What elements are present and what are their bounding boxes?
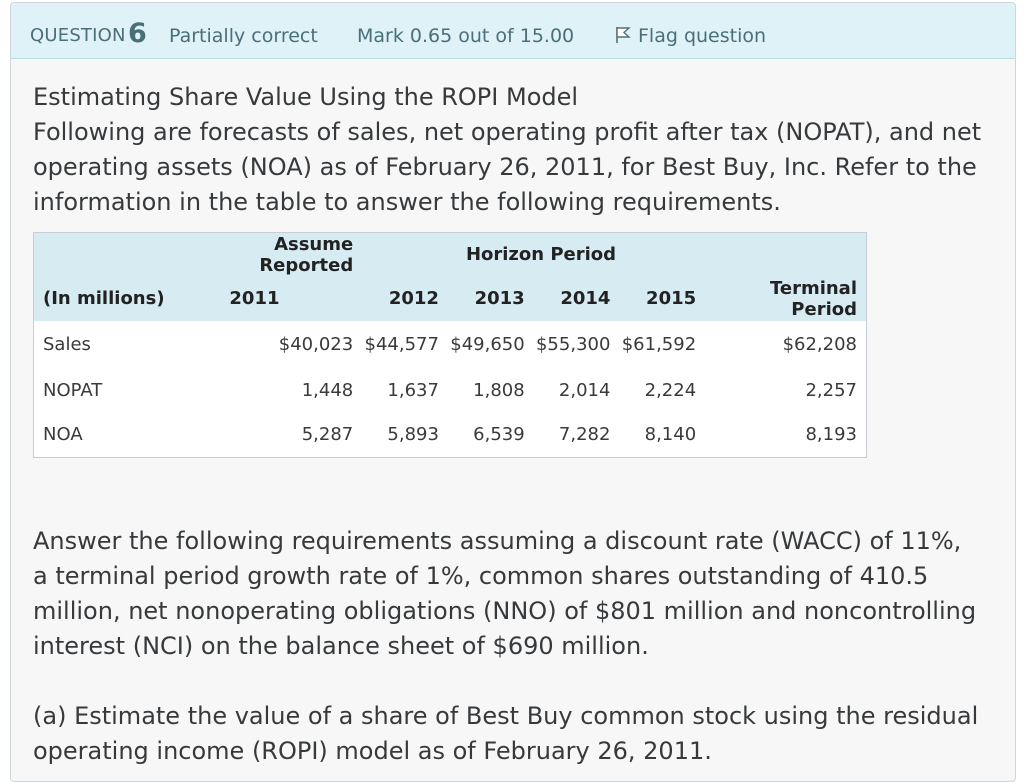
- table-cell: 5,287: [177, 413, 356, 458]
- question-label: QUESTION: [30, 25, 126, 46]
- table-cell: 5,893: [356, 413, 442, 458]
- column-header: Terminal Period: [769, 277, 857, 320]
- column-header: 2013: [474, 288, 525, 309]
- flag-icon: [614, 26, 632, 44]
- table-cell: $44,577: [356, 321, 442, 368]
- table-cell: 8,193: [699, 413, 866, 458]
- table-row: [34, 413, 867, 458]
- requirements-text: Answer the following requirements assuming a discount rate (WACC) of 11%, a terminal period growth rate of 1%, common shares outstanding of 410.5 million, net nonoperating obligations (NNO) of $801 million and noncontrolling interest (NCI) on the balance sheet of $690 million.: [33, 527, 977, 660]
- table-cell: 1,448: [177, 368, 356, 413]
- group-header-empty: [356, 233, 442, 277]
- row-label: NOPAT: [34, 368, 178, 413]
- question-number: 6: [128, 18, 147, 49]
- part-a-text: (a) Estimate the value of a share of Best Buy common stock using the residual operating income (ROPI) model as of February 26, 2011.: [33, 702, 979, 765]
- column-header: 2011: [229, 288, 280, 309]
- forecast-table: [33, 232, 867, 458]
- table-cell: 2,224: [613, 368, 699, 413]
- group-header-horizon: Horizon Period: [465, 244, 617, 266]
- question-info-bar: [11, 3, 1015, 59]
- table-cell: 2,257: [699, 368, 866, 413]
- flag-question-link[interactable]: [614, 25, 766, 47]
- flag-question-label: Flag question: [638, 25, 767, 47]
- table-cell: 6,539: [442, 413, 528, 458]
- column-header: (In millions): [43, 288, 165, 309]
- row-label: Sales: [34, 321, 178, 368]
- question-intro: Following are forecasts of sales, net operating profit after tax (NOPAT), and net operating assets (NOA) as of February 26, 2011, for Best Buy, Inc. Refer to the information in the table to answer the following requirements.: [33, 118, 982, 216]
- table-row: [34, 321, 867, 368]
- question-state: Partially correct: [169, 25, 318, 47]
- table-cell: 2,014: [528, 368, 614, 413]
- table-cell: 8,140: [613, 413, 699, 458]
- table-group-header-row: [34, 233, 867, 277]
- group-header-empty: [34, 233, 178, 277]
- table-cell: $49,650: [442, 321, 528, 368]
- table-cell: $62,208: [699, 321, 866, 368]
- question-mark: Mark 0.65 out of 15.00: [357, 25, 575, 47]
- group-header-empty: [699, 233, 866, 277]
- table-cell: $40,023: [177, 321, 356, 368]
- column-header: 2015: [646, 288, 697, 309]
- table-cell: $61,592: [613, 321, 699, 368]
- table-cell: $55,300: [528, 321, 614, 368]
- question-title: Estimating Share Value Using the ROPI Model: [33, 83, 579, 111]
- table-cell: 1,637: [356, 368, 442, 413]
- table-cell: 7,282: [528, 413, 614, 458]
- column-header: 2014: [560, 288, 611, 309]
- column-header: 2012: [388, 288, 439, 309]
- question-text: [33, 80, 983, 220]
- row-label: NOA: [34, 413, 178, 458]
- table-column-header-row: [34, 277, 867, 321]
- group-header-reported: Assume Reported: [259, 233, 354, 276]
- table-row: [34, 368, 867, 413]
- table-cell: 1,808: [442, 368, 528, 413]
